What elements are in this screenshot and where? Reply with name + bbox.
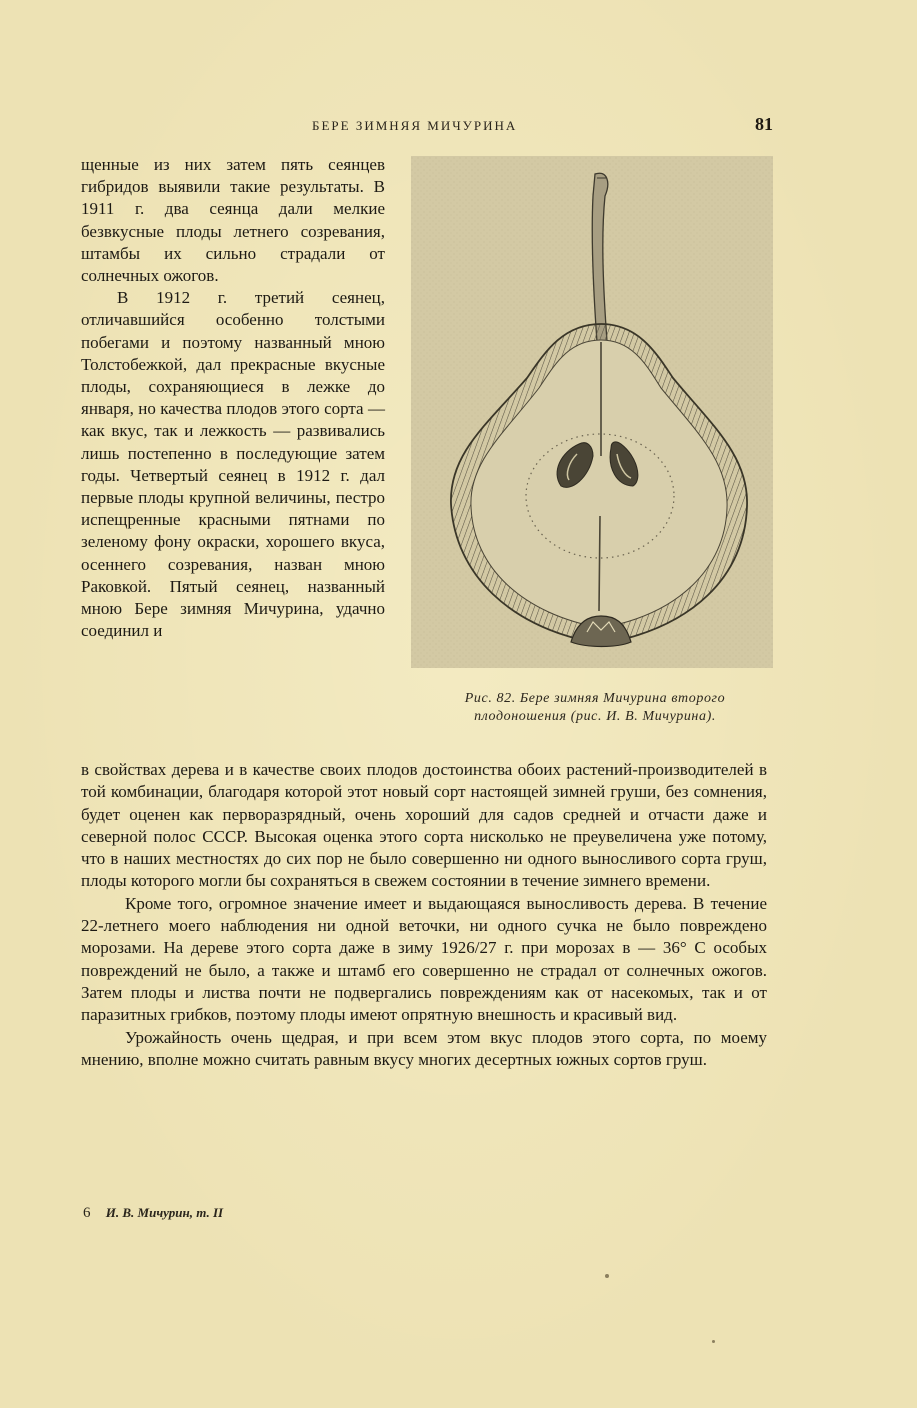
body-paragraph-2: Кроме того, огромное значение имеет и выдающаяся выносливость дерева. В течение 22-летнего моего наблюдения ни одной веточки, ни одного сучка не было повреждено морозами. На дереве этого сорта даже в зиму 1926/27 г. при морозах в — 36° С особых повреждений не было, а также и штамб его совершенно не страдал от солнечных ожогов. Затем плоды и листва почти не подвергались повреждениям как от насекомых, так и от паразитных грибков, поэтому плоды имеют опрятную внешность и красивый вид. [81,893,767,1025]
signature-source: И. В. Мичурин, т. II [105,1205,224,1220]
body-paragraph-1: в свойствах дерева и в качестве своих плодов достоинства обоих растений-производителей в той комбинации, благодаря которой этот новый сорт настоящей зимней груши, без сомнения, будет оценен как перворазрядный, очень хороший для садов средней и отчасти даже и северной полос СССР. Высокая оценка этого сорта нисколько не преувеличена уже потому, что в наших местностях до сих пор не было совершенно ни одного выносливого сорта груш, плоды которого могли бы сохраняться в свежем состоянии в течение зимнего времени. [81,760,767,891]
pear-cross-section-illustration [411,156,773,668]
caption-line-2: плодоношения (рис. И. В. Мичурина). [474,709,716,724]
left-paragraph-1: щенные из них затем пять сеянцев гибридов выявили такие результаты. В 1911 г. два сеянца дали мелкие безвкусные плоды летнего созревания, штамбы их сильно страдали от солнечных ожогов. [81,155,385,286]
printer-signature [83,1205,223,1222]
caption-line-1: Рис. 82. Бере зимняя Мичурина второго [464,691,726,706]
page-number: 81 [755,114,773,134]
body-paragraph-3: Урожайность очень щедрая, и при всем этом вкус плодов этого сорта, по моему мнению, вполне можно считать равным вкусу многих десертных южных сортов груш. [81,1027,767,1069]
pear-figure [411,156,773,668]
paper-speck [605,1274,609,1278]
signature-number: 6 [83,1205,91,1221]
left-column-text [81,154,385,642]
figure-caption [405,690,785,726]
running-head: БЕРЕ ЗИМНЯЯ МИЧУРИНА [312,118,518,133]
left-paragraph-2: В 1912 г. третий сеянец, отличавшийся особенно толстыми побегами и поэтому названный мною Толстобежкой, дал прекрасные вкусные плоды, сохраняющиеся в лежке до января, но качества плодов этого сорта — как вкус, так и лежкость — развивались лишь постепенно в последующие затем годы. Четвертый сеянец в 1912 г. дал первые плоды крупной величины, пестро испещренные красными пятнами по зеленому фону окраски, хорошего вкуса, осеннего созревания, назван мною Раковкой. Пятый сеянец, названный мною Бере зимняя Мичурина, удачно соединил и [81,288,385,641]
full-width-text [81,759,767,1071]
paper-speck [712,1340,715,1343]
